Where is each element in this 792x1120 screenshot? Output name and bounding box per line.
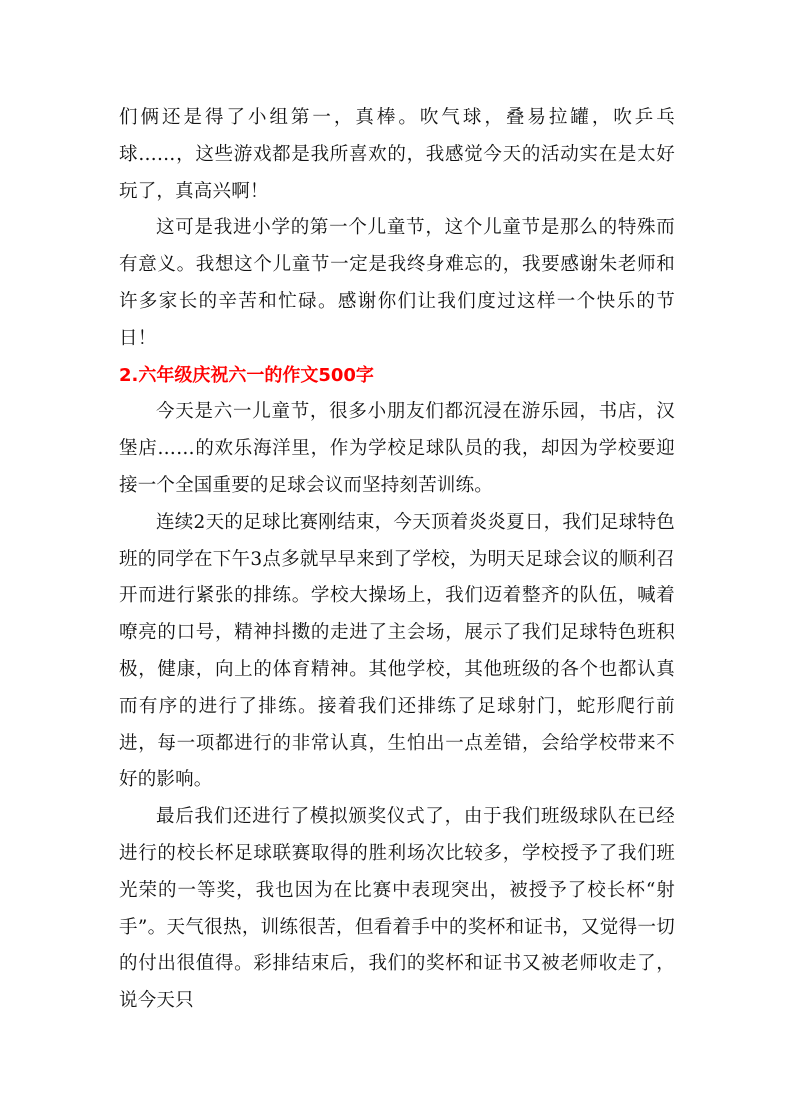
paragraph-2: 这可是我进小学的第一个儿童节，这个儿童节是那么的特殊而有意义。我想这个儿童节一定是我终身难忘的，我要感谢朱老师和许多家长的辛苦和忙碌。感谢你们让我们度过这样一个快乐的节日！ xyxy=(119,217,675,349)
paragraph-5: 最后我们还进行了模拟颁奖仪式了，由于我们班级球队在已经进行的校长杯足球联赛取得的胜利场次比较多，学校授予了我们班光荣的一等奖，我也因为在比赛中表现突出，被授予了校长杯“射手”。天气很热，训练很苦，但看着手中的奖杯和证书，又觉得一切的付出很值得。彩排结束后，我们的奖杯和证书又被老师收走了，说今天只 xyxy=(119,806,675,1012)
paragraph-4: 连续2天的足球比赛刚结束，今天顶着炎炎夏日，我们足球特色班的同学在下午3点多就早早来到了学校，为明天足球会议的顺利召开而进行紧张的排练。学校大操场上，我们迈着整齐的队伍，喊着嘹亮的口号，精神抖擞的走进了主会场，展示了我们足球特色班积极，健康，向上的体育精神。其他学校，其他班级的各个也都认真而有序的进行了排练。接着我们还排练了足球射门，蛇形爬行前进，每一项都进行的非常认真，生怕出一点差错，会给学校带来不好的影响。 xyxy=(119,511,675,791)
document-body xyxy=(119,100,675,1020)
paragraph-1: 们俩还是得了小组第一，真棒。吹气球，叠易拉罐，吹乒乓球……，这些游戏都是我所喜欢的，我感觉今天的活动实在是太好玩了，真高兴啊！ xyxy=(119,107,675,202)
section-heading: 2.六年级庆祝六一的作文500字 xyxy=(119,364,374,386)
paragraph-3: 今天是六一儿童节，很多小朋友们都沉浸在游乐园，书店，汉堡店……的欢乐海洋里，作为学校足球队员的我，却因为学校要迎接一个全国重要的足球会议而坚持刻苦训练。 xyxy=(119,401,675,496)
